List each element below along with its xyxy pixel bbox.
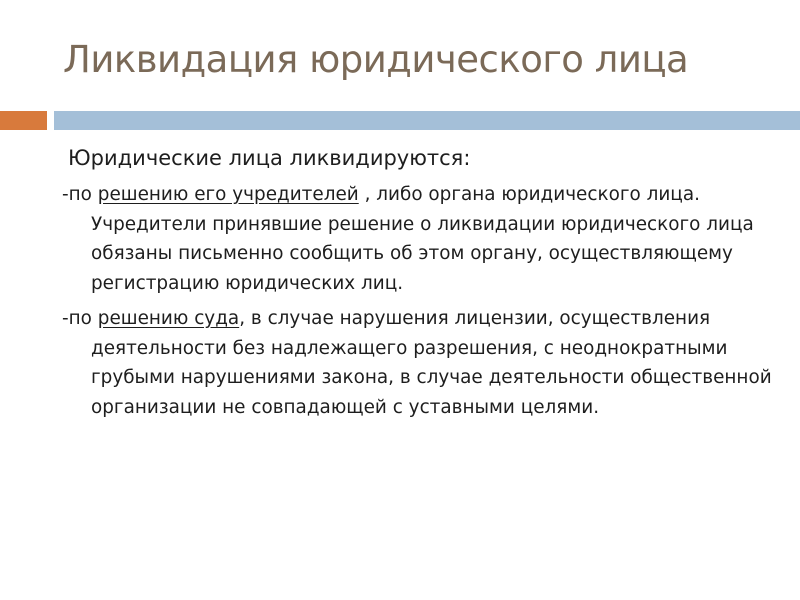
list-item: [62, 304, 782, 422]
item-text: , либо органа юридического лица. Учредители принявшие решение о ликвидации юридического лица обязаны письменно сообщить об этом органу, осуществляющему регистрацию юридических лиц.: [91, 184, 754, 294]
underlined-phrase: решению его учредителей: [97, 184, 359, 205]
slide-body: [62, 146, 782, 428]
slide-title: Ликвидация юридического лица: [63, 38, 689, 81]
underlined-phrase: решению суда: [97, 308, 240, 329]
item-text: , в случае нарушения лицензии, осуществления деятельности без надлежащего разрешения, с неоднократными грубыми нарушениями закона, в случае деятельности общественной организации не совпадающей с уставными целями.: [91, 308, 772, 418]
list-item: [62, 180, 782, 298]
item-prefix: -по: [62, 308, 98, 329]
title-rule-bar: [54, 111, 800, 130]
item-prefix: -по: [62, 184, 98, 205]
title-accent-bar: [0, 111, 47, 130]
lead-text: Юридические лица ликвидируются:: [68, 146, 471, 170]
